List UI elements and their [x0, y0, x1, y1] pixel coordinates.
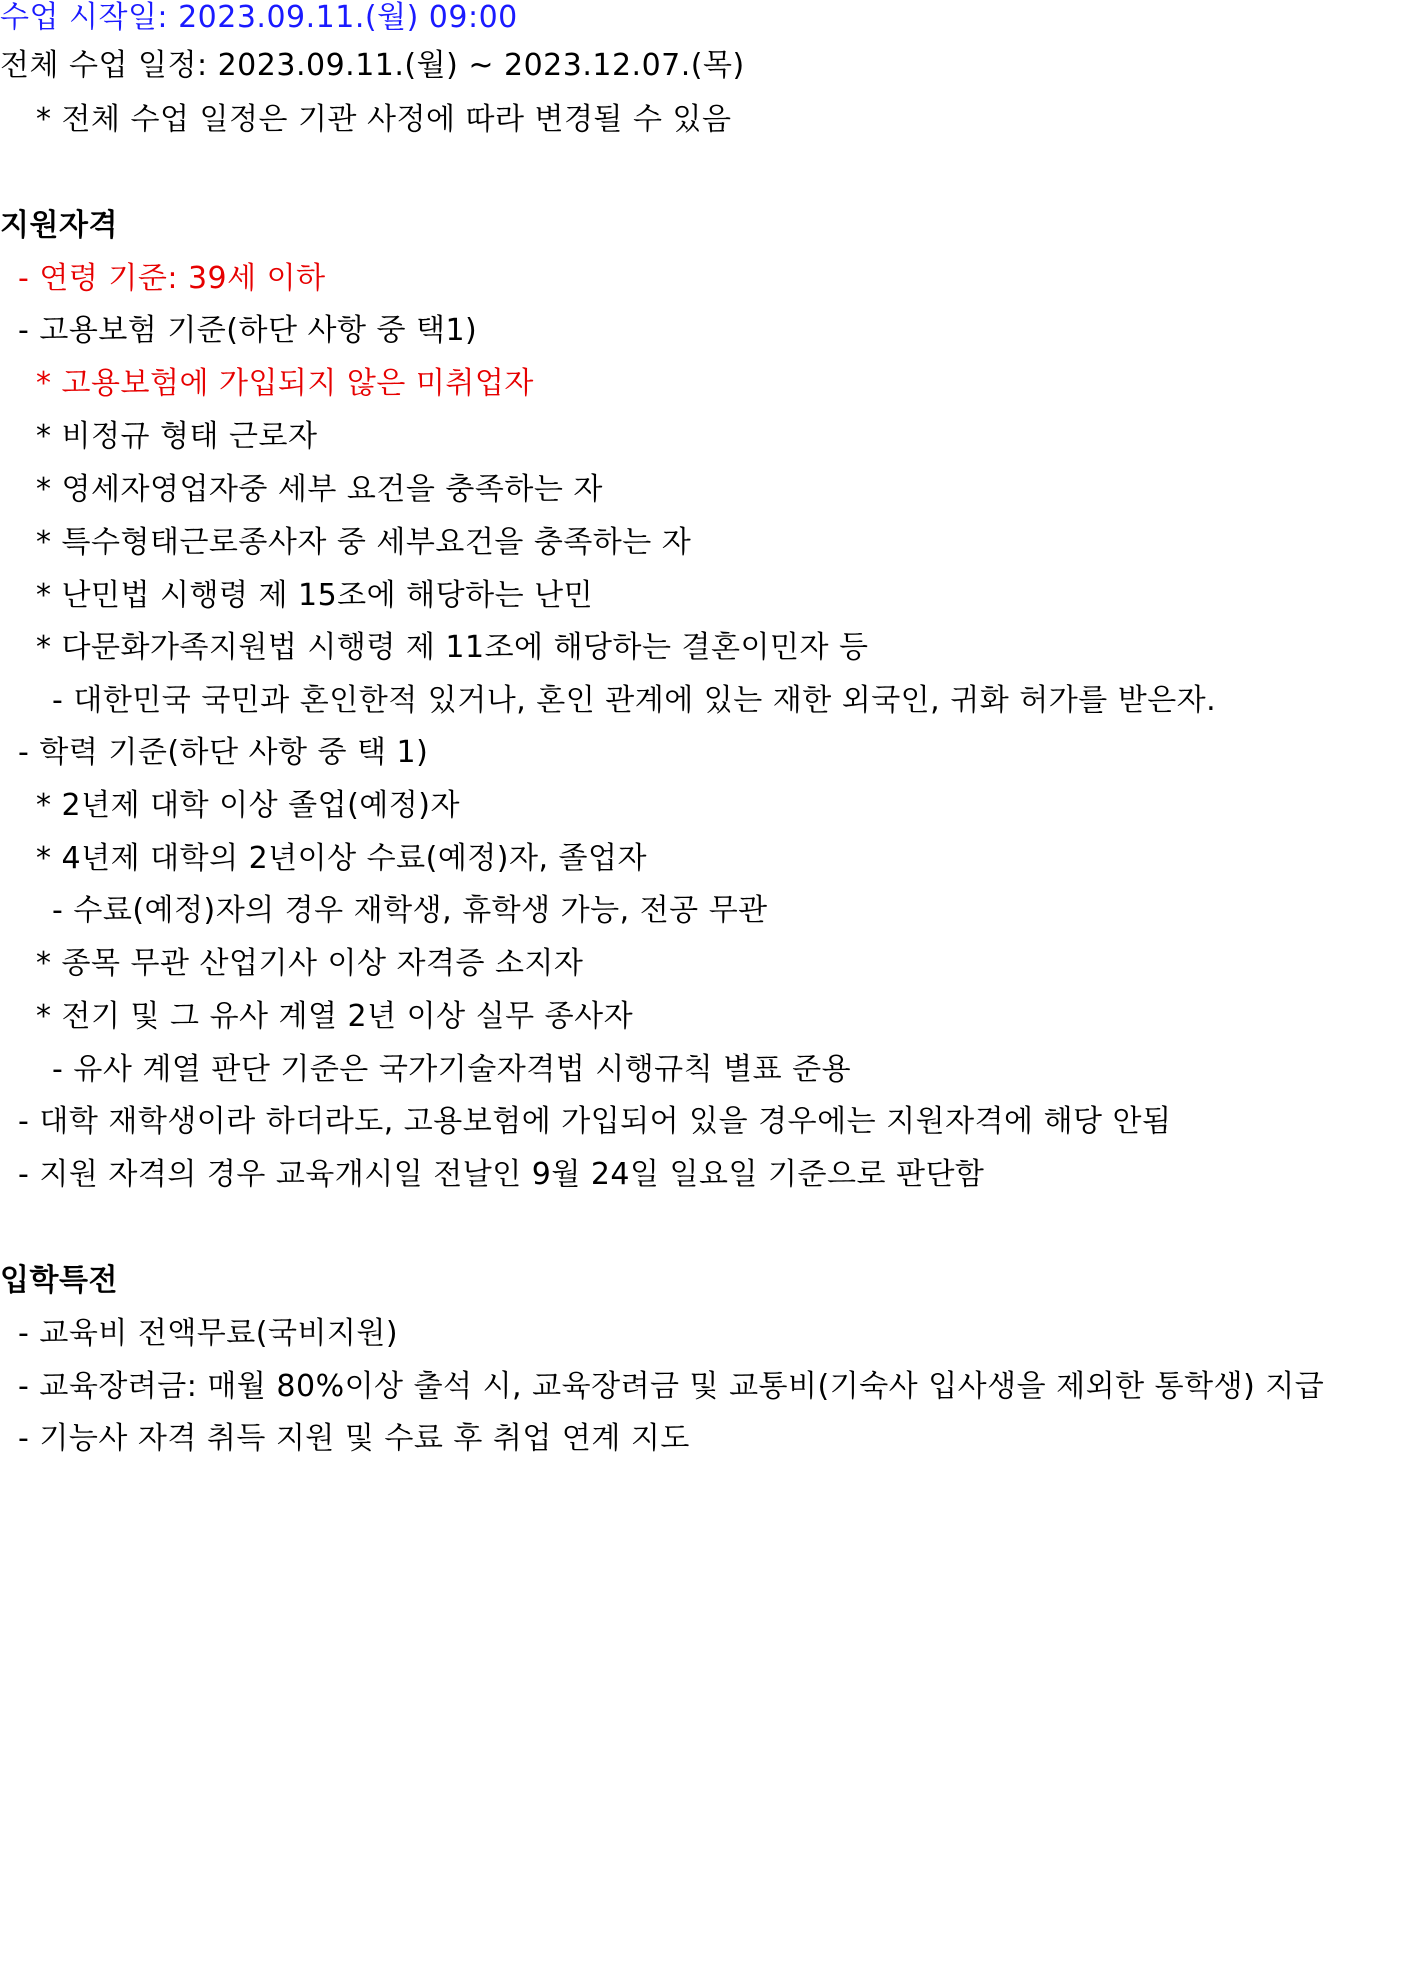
text-line: - 수료(예정)자의 경우 재학생, 휴학생 가능, 전공 무관	[52, 893, 768, 928]
text-line: * 전체 수업 일정은 기관 사정에 따라 변경될 수 있음	[36, 102, 732, 137]
text-line: * 특수형태근로종사자 중 세부요건을 충족하는 자	[36, 525, 692, 560]
text-line: * 종목 무관 산업기사 이상 자격증 소지자	[36, 946, 584, 981]
section-heading: 입학특전	[0, 1263, 118, 1298]
section-heading: 지원자격	[0, 208, 118, 243]
text-line: * 2년제 대학 이상 졸업(예정)자	[36, 788, 460, 823]
text-line: * 영세자영업자중 세부 요건을 충족하는 자	[36, 472, 603, 507]
text-line: - 대학 재학생이라 하더라도, 고용보험에 가입되어 있을 경우에는 지원자격에 해당 안됨	[18, 1104, 1172, 1139]
text-line: - 고용보험 기준(하단 사항 중 택1)	[18, 313, 478, 348]
text-line: - 유사 계열 판단 기준은 국가기술자격법 시행규칙 별표 준용	[52, 1052, 852, 1087]
text-line: * 다문화가족지원법 시행령 제 11조에 해당하는 결혼이민자 등	[36, 630, 869, 665]
text-line: * 고용보험에 가입되지 않은 미취업자	[36, 366, 534, 401]
text-line: - 교육비 전액무료(국비지원)	[18, 1316, 399, 1351]
text-line: * 비정규 형태 근로자	[36, 419, 318, 454]
text-line: 전체 수업 일정: 2023.09.11.(월) ~ 2023.12.07.(목)	[0, 48, 745, 83]
text-line: - 기능사 자격 취득 지원 및 수료 후 취업 연계 지도	[18, 1421, 690, 1456]
text-line: - 학력 기준(하단 사항 중 택 1)	[18, 735, 429, 770]
text-line: - 교육장려금: 매월 80%이상 출석 시, 교육장려금 및 교통비(기숙사 입사생을 제외한 통학생) 지급	[18, 1369, 1325, 1404]
text-line: - 연령 기준: 39세 이하	[18, 261, 326, 296]
text-line: * 전기 및 그 유사 계열 2년 이상 실무 종사자	[36, 999, 634, 1034]
text-line: * 난민법 시행령 제 15조에 해당하는 난민	[36, 578, 594, 613]
text-line: - 대한민국 국민과 혼인한적 있거나, 혼인 관계에 있는 재한 외국인, 귀화 허가를 받은자.	[52, 683, 1217, 718]
text-line: 수업 시작일: 2023.09.11.(월) 09:00	[0, 0, 518, 35]
text-line: * 4년제 대학의 2년이상 수료(예정)자, 졸업자	[36, 841, 647, 876]
text-line: - 지원 자격의 경우 교육개시일 전날인 9월 24일 일요일 기준으로 판단함	[18, 1157, 985, 1192]
